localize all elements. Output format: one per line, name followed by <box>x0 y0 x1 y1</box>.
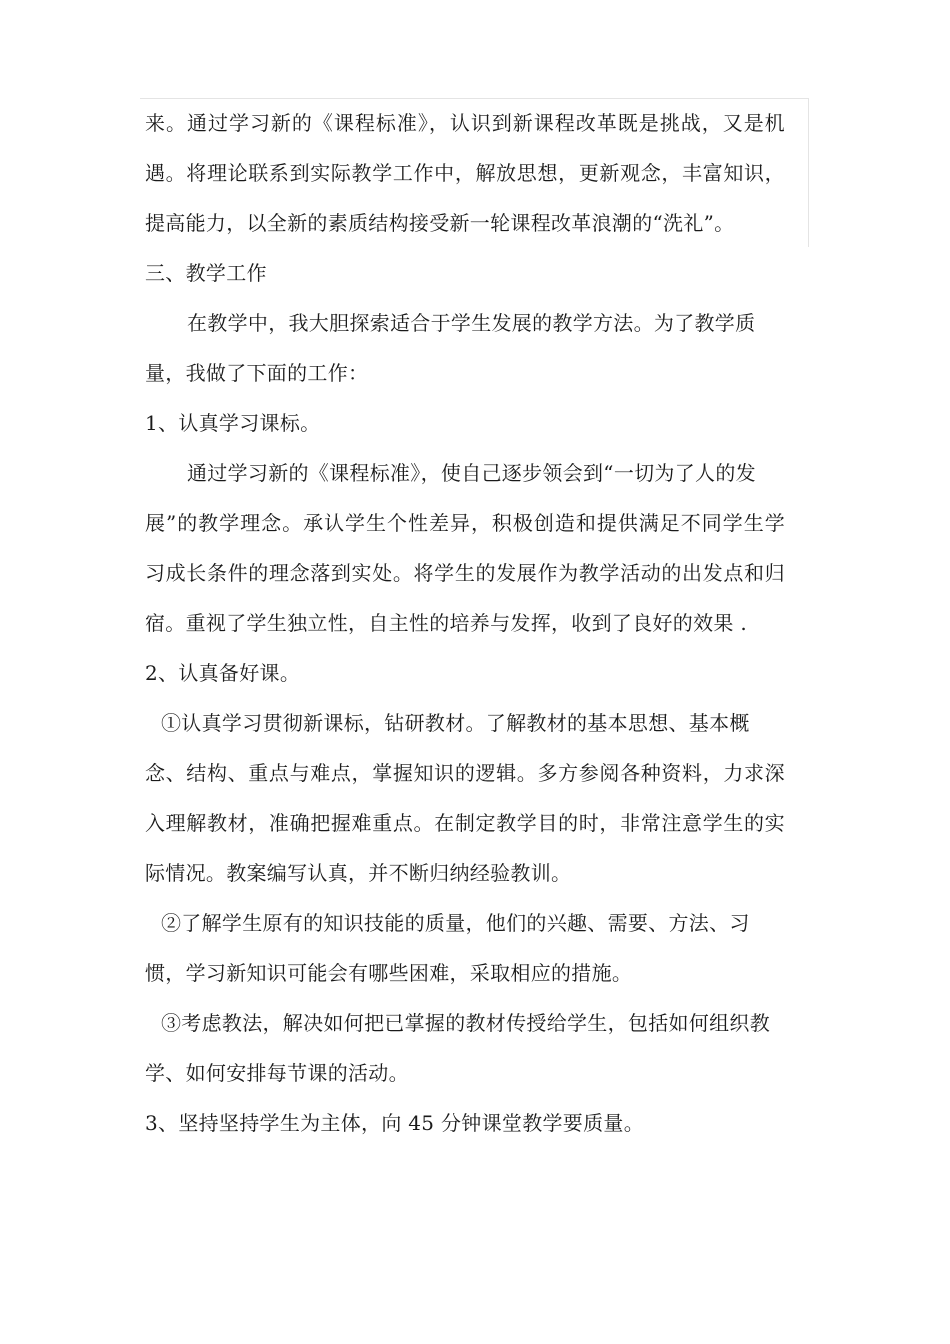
paragraph-line: 量，我做了下面的工作： <box>145 361 369 385</box>
paragraph-line: ①认真学习贯彻新课标，钻研教材。了解教材的基本思想、基本概 <box>161 711 750 735</box>
subsection-heading: 3、坚持坚持学生为主体，向 45 分钟课堂教学要质量。 <box>145 1111 644 1135</box>
paragraph-line: 入理解教材，准确把握难重点。在制定教学目的时，非常注意学生的实 <box>145 811 785 835</box>
paragraph-line: 提高能力，以全新的素质结构接受新一轮课程改革浪潮的“洗礼”。 <box>145 211 735 235</box>
paragraph-line: 际情况。教案编写认真，并不断归纳经验教训。 <box>145 861 572 885</box>
paragraph-line: 宿。重视了学生独立性，自主性的培养与发挥，收到了良好的效果 . <box>145 611 748 635</box>
paragraph-line: 来。通过学习新的《课程标准》，认识到新课程改革既是挑战，又是机 <box>145 111 785 135</box>
paragraph-line: ②了解学生原有的知识技能的质量，他们的兴趣、需要、方法、习 <box>161 911 750 935</box>
subsection-heading: 1、认真学习课标。 <box>145 411 321 435</box>
paragraph-line: 通过学习新的《课程标准》，使自己逐步领会到“一切为了人的发 <box>187 461 756 485</box>
section-heading: 三、教学工作 <box>145 261 267 285</box>
paragraph-line: 习成长条件的理念落到实处。将学生的发展作为教学活动的出发点和归 <box>145 561 785 585</box>
paragraph-line: 在教学中，我大胆探索适合于学生发展的教学方法。为了教学质 <box>187 311 756 335</box>
paragraph-line: 念、结构、重点与难点，掌握知识的逻辑。多方参阅各种资料，力求深 <box>145 761 785 785</box>
paragraph-line: ③考虑教法，解决如何把已掌握的教材传授给学生，包括如何组织教 <box>161 1011 770 1035</box>
paragraph-line: 展”的教学理念。承认学生个性差异，积极创造和提供满足不同学生学 <box>145 511 785 535</box>
paragraph-line: 惯，学习新知识可能会有哪些困难，采取相应的措施。 <box>145 961 633 985</box>
paragraph-line: 学、如何安排每节课的活动。 <box>145 1061 409 1085</box>
paragraph-line: 遇。将理论联系到实际教学工作中，解放思想，更新观念，丰富知识， <box>145 161 785 185</box>
subsection-heading: 2、认真备好课。 <box>145 661 301 685</box>
